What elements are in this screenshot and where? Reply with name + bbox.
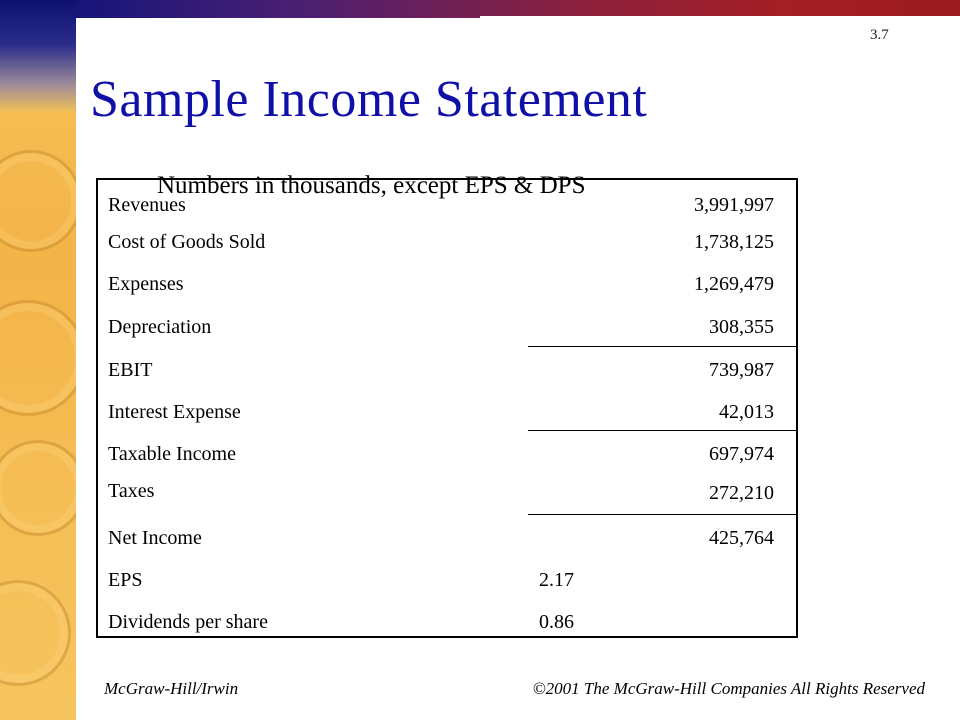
row-value: 308,355 (709, 316, 774, 338)
subtotal-rule (528, 346, 798, 347)
table-row (98, 269, 796, 299)
top-bar-divider (480, 16, 960, 19)
table-row (98, 523, 796, 553)
row-label: Dividends per share (108, 611, 268, 633)
left-bar-top-block (0, 0, 76, 112)
footer-publisher: McGraw-Hill/Irwin (104, 679, 239, 698)
table-row (98, 397, 796, 427)
row-label: Interest Expense (108, 401, 241, 423)
slide-number: 3.7 (870, 27, 889, 43)
row-value: 739,987 (709, 359, 774, 381)
row-label: EBIT (108, 359, 153, 381)
table-row (98, 355, 796, 385)
gear-decoration-icon (0, 440, 76, 536)
row-value: 1,269,479 (694, 273, 774, 295)
left-decorative-bar (0, 0, 76, 720)
row-label: Depreciation (108, 316, 212, 338)
gear-decoration-icon (0, 580, 71, 686)
table-row (98, 476, 796, 506)
table-subtitle: Numbers in thousands, except EPS & DPS (157, 172, 586, 199)
row-value: 0.86 (539, 611, 574, 633)
subtotal-rule (528, 514, 798, 515)
row-label: Revenues (108, 194, 186, 216)
row-label: Expenses (108, 273, 184, 295)
row-value: 425,764 (709, 527, 774, 549)
row-label: Taxable Income (108, 443, 236, 465)
row-value: 1,738,125 (694, 231, 774, 253)
page-title: Sample Income Statement (90, 71, 648, 128)
row-value: 3,991,997 (694, 194, 774, 216)
row-value: 272,210 (709, 482, 774, 504)
table-row (98, 607, 796, 637)
income-statement-table (96, 178, 798, 638)
subtotal-rule (528, 430, 798, 431)
row-label: Taxes (108, 480, 155, 502)
row-label: EPS (108, 569, 143, 591)
row-value: 2.17 (539, 569, 574, 591)
row-value: 697,974 (709, 443, 774, 465)
gear-decoration-icon (0, 150, 76, 252)
table-row (98, 227, 796, 257)
footer-copyright: ©2001 The McGraw-Hill Companies All Rights Reserved (532, 679, 925, 698)
table-row (98, 312, 796, 342)
table-row (98, 439, 796, 469)
table-row (98, 565, 796, 595)
row-value: 42,013 (719, 401, 774, 423)
gear-decoration-icon (0, 300, 76, 416)
row-label: Cost of Goods Sold (108, 231, 266, 253)
row-label: Net Income (108, 527, 202, 549)
